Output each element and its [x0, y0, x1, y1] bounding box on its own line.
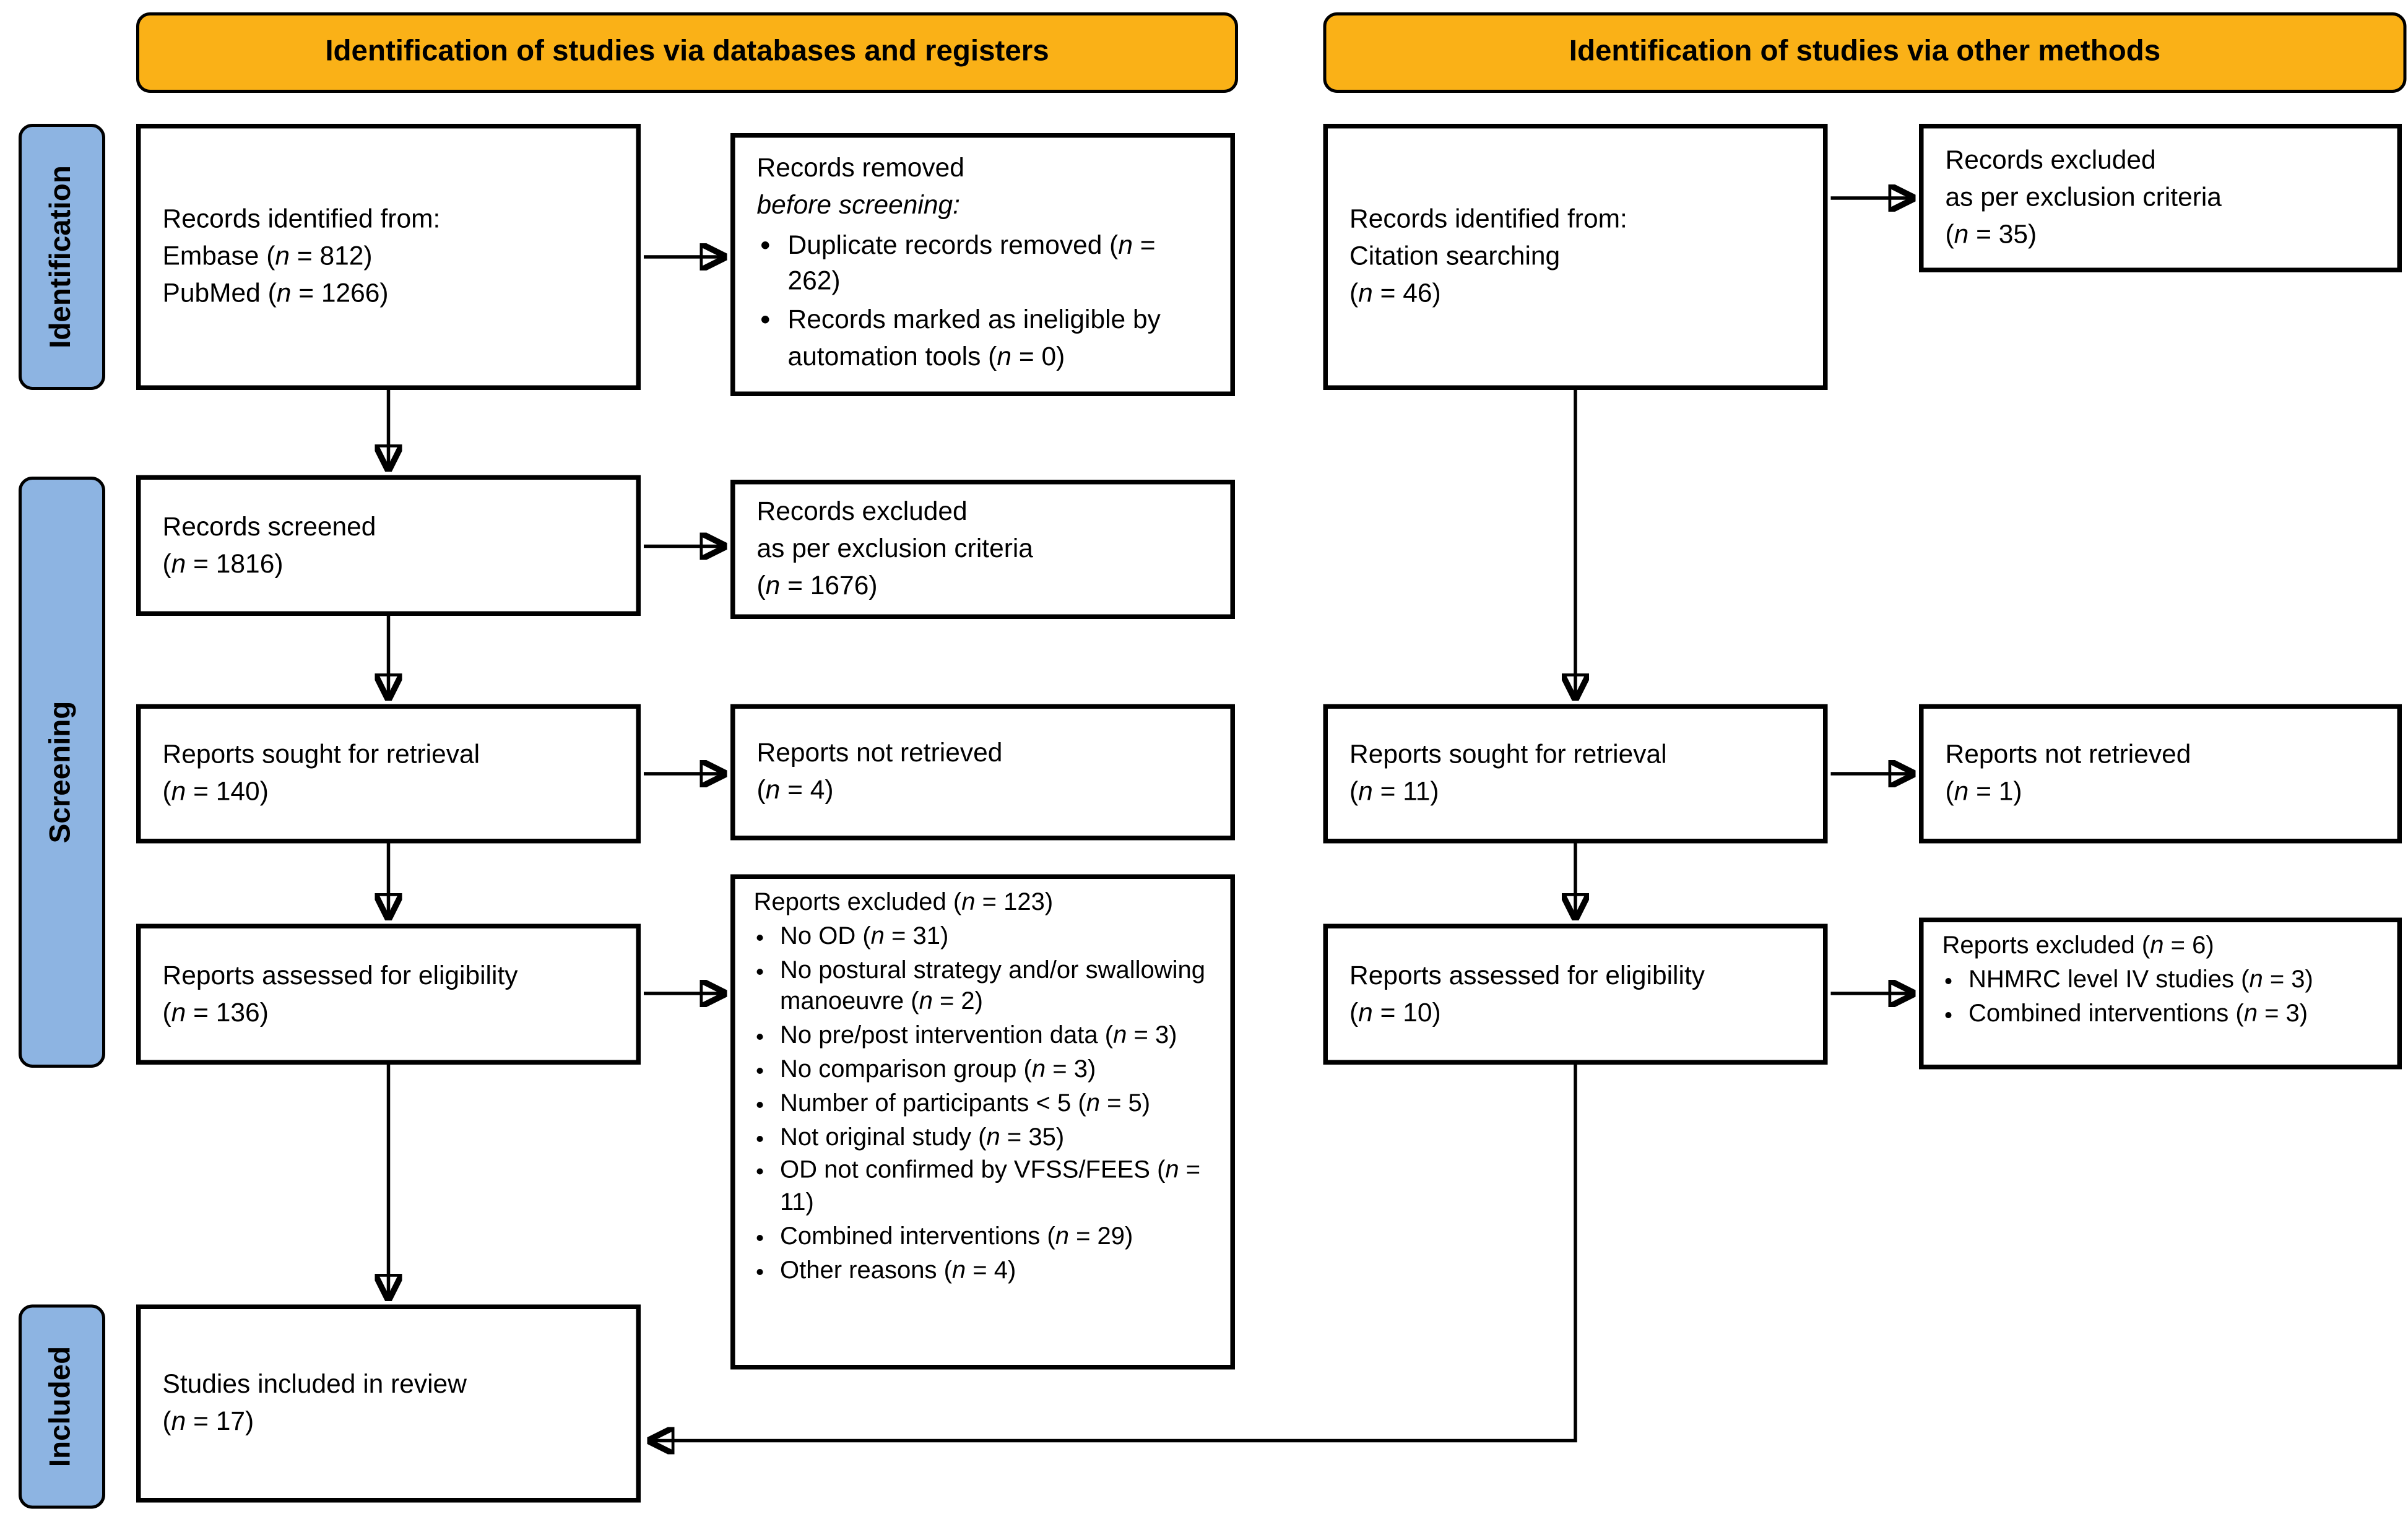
bullet-list [754, 922, 1215, 1289]
bullet-item: • No postural strategy and/or swallowing manoeuvre (n = 2) [780, 956, 1215, 1020]
bullet-item: • No pre/post intervention data (n = 3) [780, 1021, 1215, 1053]
box-text-line: (n = 4) [756, 775, 834, 805]
bullet-item: • Records marked as ineligible by automation tools (n = 0) [788, 302, 1209, 376]
box-text-line: (n = 140) [162, 777, 269, 807]
header-banner-other-methods [1323, 12, 2407, 93]
box-text-line: (n = 46) [1349, 278, 1441, 308]
bullet-item: • Number of participants < 5 (n = 5) [780, 1089, 1215, 1121]
bullet-item: • No OD (n = 31) [780, 922, 1215, 954]
box-text-line: Reports assessed for eligibility [1349, 960, 1705, 990]
bullet-item: • OD not confirmed by VFSS/FEES (n = 11) [780, 1156, 1215, 1221]
box-text-line: as per exclusion criteria [756, 534, 1033, 564]
box-text-line: Reports sought for retrieval [1349, 740, 1667, 770]
box-text-line: Citation searching [1349, 241, 1561, 271]
bullet-item: • No comparison group (n = 3) [780, 1055, 1215, 1088]
stage-label-screening [19, 477, 105, 1068]
bullet-list [757, 227, 1209, 377]
box-text-line: (n = 17) [162, 1406, 254, 1436]
box-reports-sought-databases [136, 704, 641, 844]
header-banner-other-methods-label: Identification of studies via other methods [1569, 35, 2161, 68]
bullet-item: • Duplicate records removed (n = 262) [788, 227, 1209, 300]
box-text-line: PubMed (n = 1266) [162, 278, 389, 308]
box-text-line: Records identified from: [162, 204, 441, 235]
box-records-identified-other [1323, 124, 1828, 390]
box-text-line: Reports assessed for eligibility [162, 960, 518, 990]
bullet-list [1942, 965, 2382, 1032]
box-text-line: Records excluded [756, 497, 968, 527]
box-records-screened [136, 475, 641, 616]
box-text-line: Records excluded [1945, 145, 2156, 176]
stage-label-screening-text: Screening [45, 701, 77, 844]
box-text-line: Records screened [162, 511, 376, 542]
header-banner-databases-label: Identification of studies via databases and registers [325, 35, 1049, 68]
stage-label-included [19, 1305, 105, 1509]
box-text-line: (n = 1) [1945, 777, 2022, 807]
bullet-item: • Combined interventions (n = 29) [780, 1222, 1215, 1255]
box-records-identified-databases [136, 124, 641, 390]
box-reports-assessed-databases [136, 924, 641, 1065]
box-records-excluded-databases [730, 480, 1235, 619]
bullet-item: • NHMRC level IV studies (n = 3) [1968, 965, 2382, 997]
bullet-item: • Other reasons (n = 4) [780, 1256, 1215, 1288]
box-text-line: Records identified from: [1349, 204, 1627, 235]
box-reports-excluded-other [1919, 918, 2402, 1070]
box-text-line: Reports excluded (n = 123) [753, 889, 1054, 916]
box-text-line: Reports not retrieved [756, 738, 1003, 768]
stage-label-identification [19, 124, 105, 390]
box-studies-included [136, 1305, 641, 1503]
box-text-line: Reports not retrieved [1945, 740, 2191, 770]
bullet-item: • Not original study (n = 35) [780, 1123, 1215, 1155]
box-reports-not-retrieved-other [1919, 704, 2402, 844]
box-reports-sought-other [1323, 704, 1828, 844]
stage-label-included-text: Included [45, 1346, 77, 1468]
box-text-line: (n = 10) [1349, 997, 1441, 1027]
box-records-removed [730, 133, 1235, 396]
box-text-line: (n = 1676) [756, 571, 878, 600]
box-text-line: Reports excluded (n = 6) [1942, 933, 2214, 959]
box-text-line: (n = 11) [1349, 777, 1439, 807]
stage-label-identification-text: Identification [45, 165, 78, 348]
box-text-line: before screening: [756, 189, 960, 220]
box-reports-not-retrieved-databases [730, 704, 1235, 841]
box-text-line: Records removed [756, 153, 964, 183]
box-reports-assessed-other [1323, 924, 1828, 1065]
box-text-line: as per exclusion criteria [1945, 183, 2222, 212]
header-banner-databases [136, 12, 1238, 93]
box-text-line: (n = 35) [1945, 219, 2037, 249]
box-text-line: (n = 136) [162, 997, 269, 1027]
box-reports-excluded-databases [730, 875, 1235, 1370]
box-records-excluded-other [1919, 124, 2402, 272]
box-text-line: Reports sought for retrieval [162, 740, 480, 770]
box-text-line: (n = 1816) [162, 548, 284, 578]
box-text-line: Embase (n = 812) [162, 241, 373, 271]
box-text-line: Studies included in review [162, 1370, 467, 1399]
bullet-item: • Combined interventions (n = 3) [1968, 999, 2382, 1031]
